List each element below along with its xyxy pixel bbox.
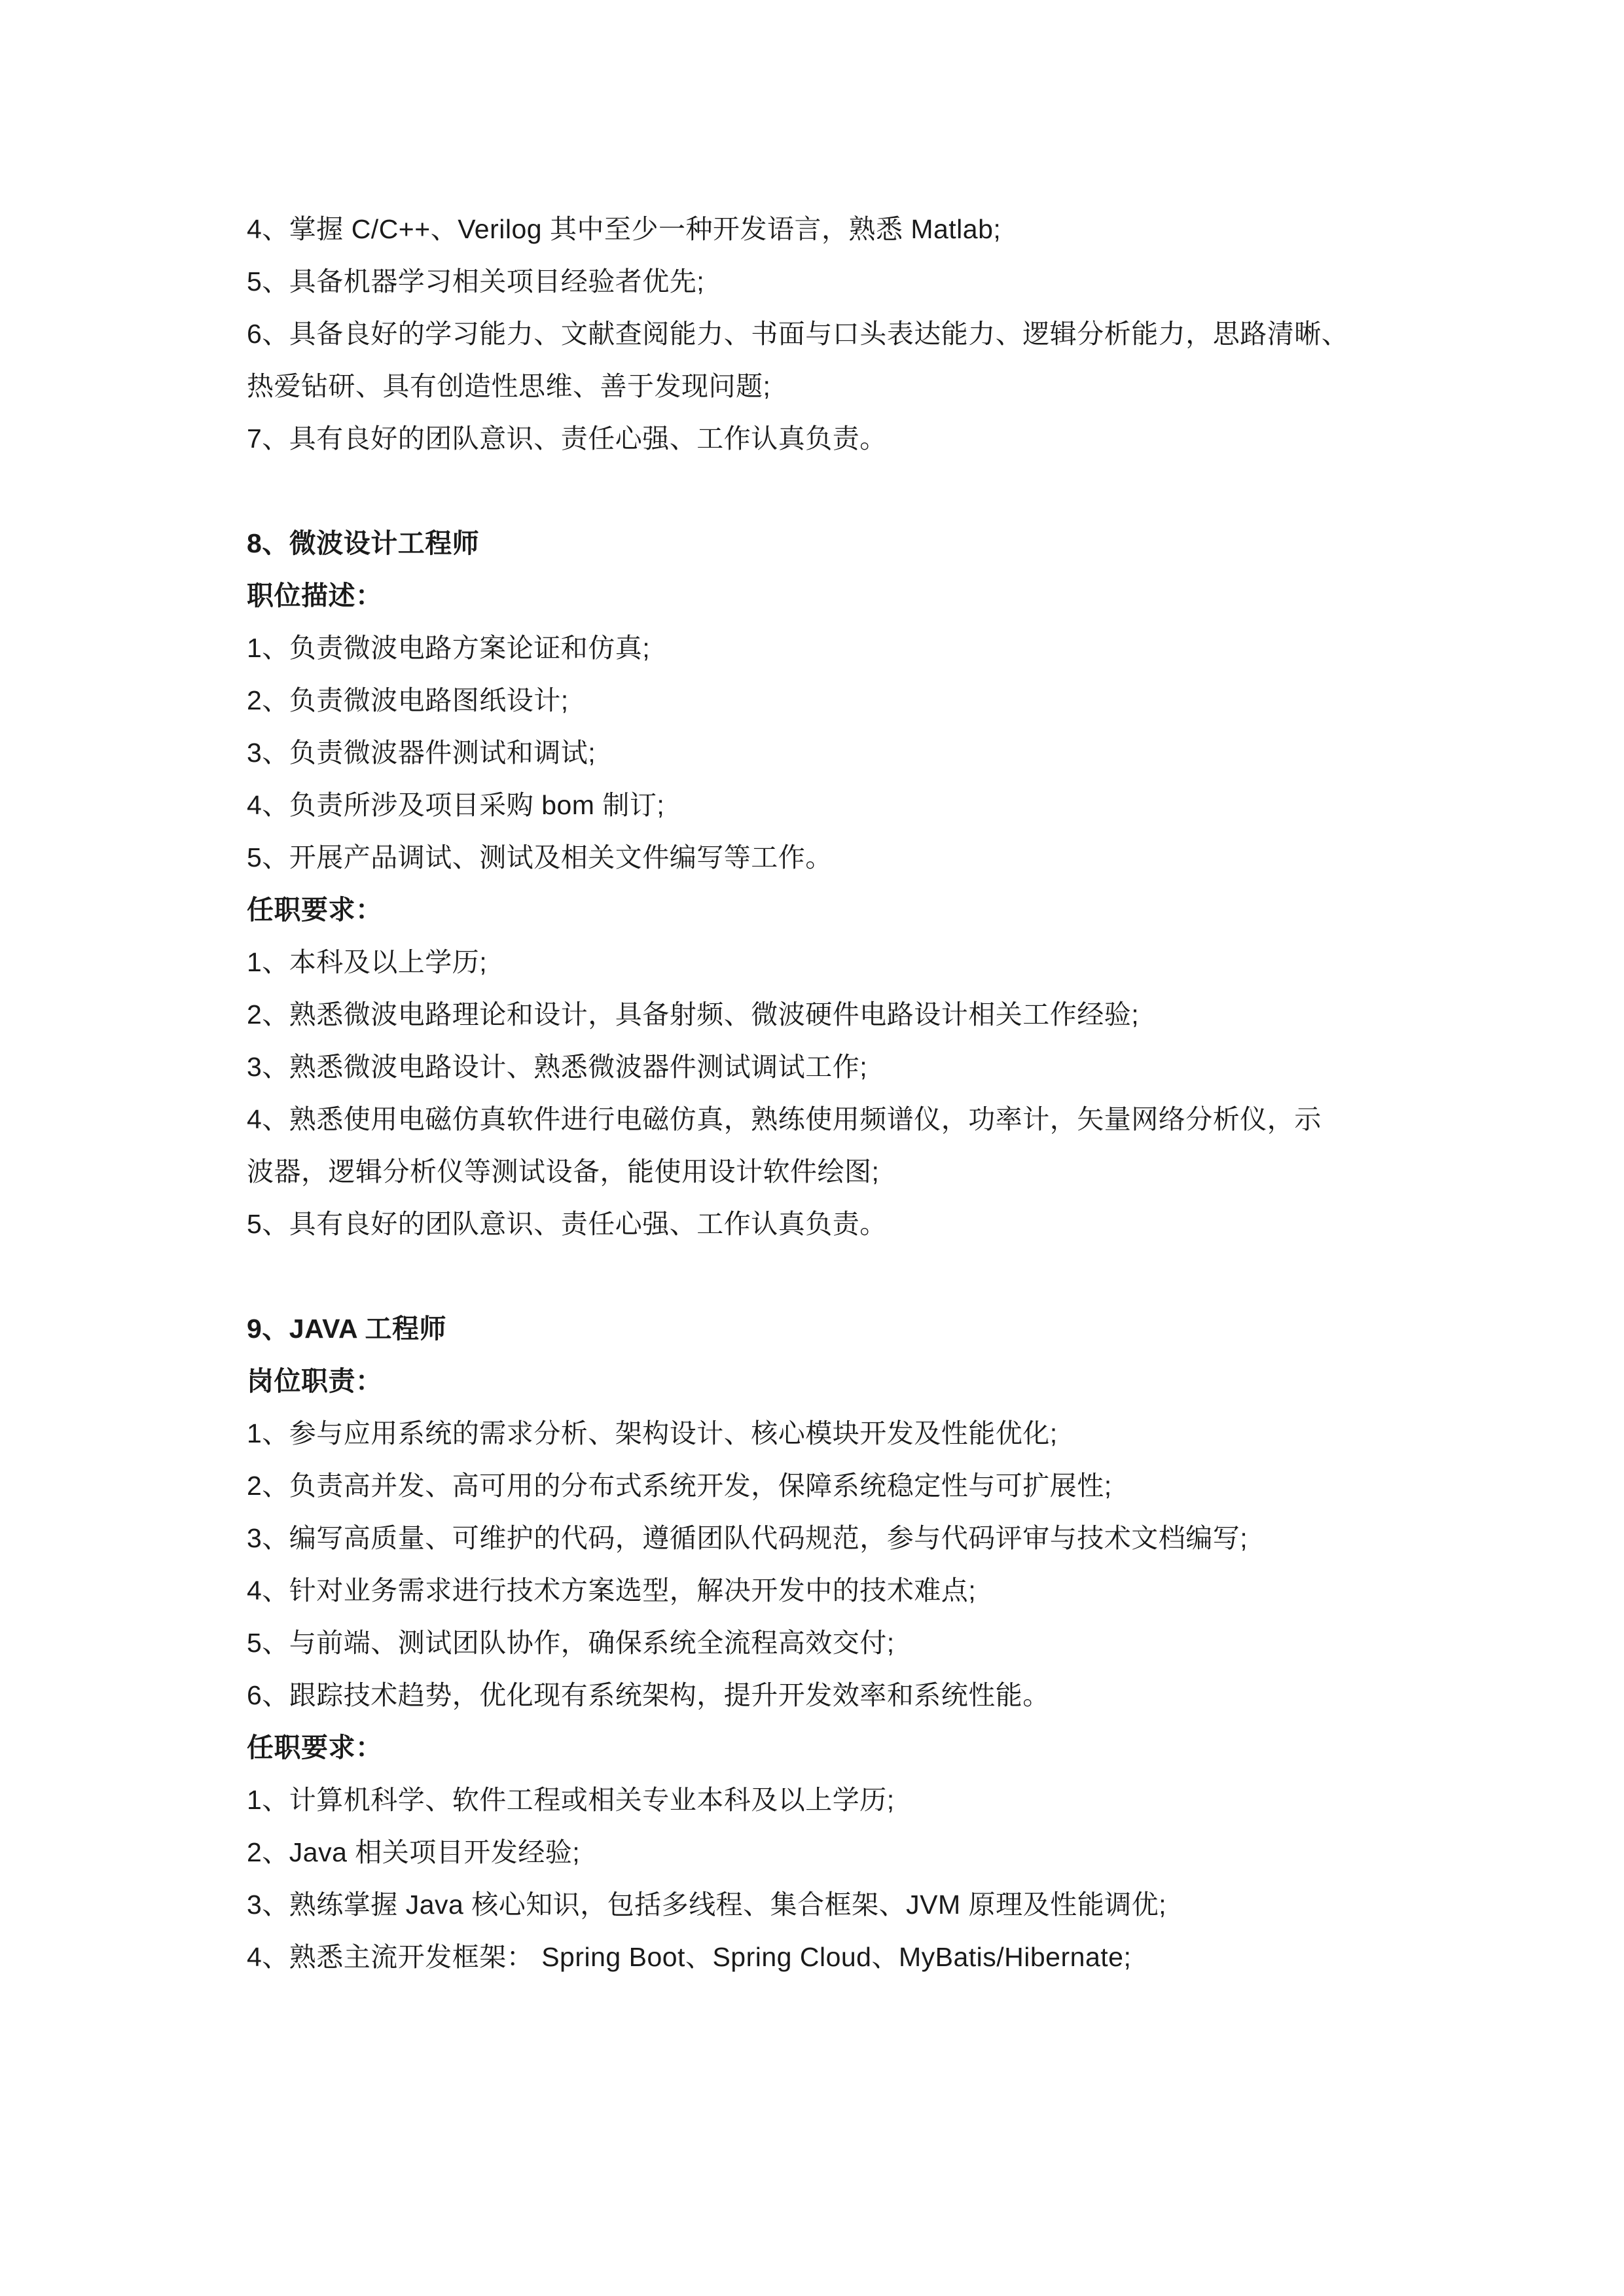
section-gap — [247, 465, 1382, 517]
line-item: 6、跟踪技术趋势，优化现有系统架构，提升开发效率和系统性能。 — [247, 1680, 1050, 1710]
line-item: 4、熟悉使用电磁仿真软件进行电磁仿真，熟练使用频谱仪，功率计，矢量网络分析仪，示 — [247, 1104, 1322, 1134]
line-item: 3、熟悉微波电路设计、熟悉微波器件测试调试工作; — [247, 1052, 868, 1082]
job-7-requirements-continued — [247, 203, 1382, 465]
section-gap — [247, 1250, 1382, 1302]
line-item: 2、熟悉微波电路理论和设计，具备射频、微波硬件电路设计相关工作经验; — [247, 999, 1140, 1030]
line-section-title: 8、微波设计工程师 — [247, 528, 480, 558]
job-8-microwave-design-engineer — [247, 517, 1382, 1250]
line-heading: 职位描述： — [247, 581, 383, 611]
line-heading: 任职要求： — [247, 895, 383, 925]
line-item: 4、负责所涉及项目采购 bom 制订; — [247, 790, 665, 820]
job-9-java-engineer — [247, 1302, 1382, 1983]
line-item-wrap: 波器，逻辑分析仪等测试设备，能使用设计软件绘图; — [247, 1157, 880, 1187]
line-item: 2、Java 相关项目开发经验; — [247, 1837, 581, 1867]
line-item: 5、具有良好的团队意识、责任心强、工作认真负责。 — [247, 1209, 887, 1239]
line-item: 2、负责微波电路图纸设计; — [247, 685, 569, 715]
line-item: 7、具有良好的团队意识、责任心强、工作认真负责。 — [247, 423, 887, 454]
line-heading: 岗位职责： — [247, 1366, 383, 1396]
line-item: 3、负责微波器件测试和调试; — [247, 738, 596, 768]
line-item: 1、参与应用系统的需求分析、架构设计、核心模块开发及性能优化; — [247, 1418, 1058, 1448]
line-item: 5、具备机器学习相关项目经验者优先; — [247, 266, 705, 296]
line-item-wrap: 热爱钻研、具有创造性思维、善于发现问题; — [247, 371, 771, 401]
line-item: 5、与前端、测试团队协作，确保系统全流程高效交付; — [247, 1628, 895, 1658]
line-section-title: 9、JAVA 工程师 — [247, 1314, 446, 1344]
line-item: 4、针对业务需求进行技术方案选型，解决开发中的技术难点; — [247, 1575, 977, 1605]
line-item: 3、熟练掌握 Java 核心知识，包括多线程、集合框架、JVM 原理及性能调优; — [247, 1890, 1166, 1920]
line-item: 1、本科及以上学历; — [247, 947, 488, 977]
line-item: 1、负责微波电路方案论证和仿真; — [247, 633, 651, 663]
line-heading: 任职要求： — [247, 1732, 383, 1763]
line-item: 4、掌握 C/C++、Verilog 其中至少一种开发语言，熟悉 Matlab; — [247, 214, 1001, 244]
line-item: 6、具备良好的学习能力、文献查阅能力、书面与口头表达能力、逻辑分析能力，思路清晰、 — [247, 319, 1349, 349]
line-item: 4、熟悉主流开发框架： Spring Boot、Spring Cloud、MyBatis/Hibernate; — [247, 1942, 1132, 1972]
line-item: 1、计算机科学、软件工程或相关专业本科及以上学历; — [247, 1785, 895, 1815]
line-item: 5、开展产品调试、测试及相关文件编写等工作。 — [247, 842, 833, 872]
line-item: 2、负责高并发、高可用的分布式系统开发，保障系统稳定性与可扩展性; — [247, 1471, 1112, 1501]
line-item: 3、编写高质量、可维护的代码，遵循团队代码规范，参与代码评审与技术文档编写; — [247, 1523, 1248, 1553]
